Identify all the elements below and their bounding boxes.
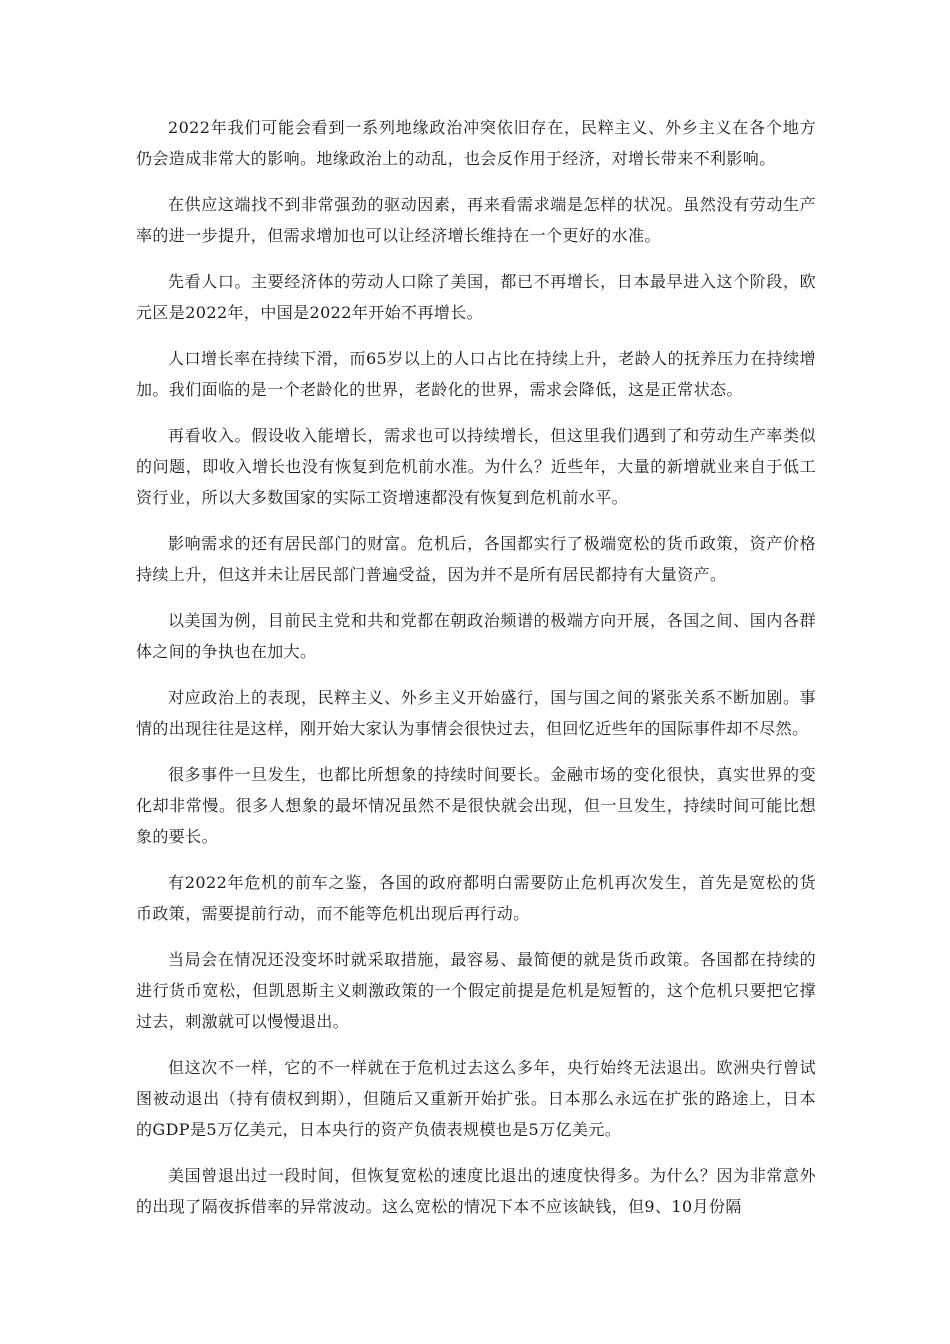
paragraph-12: 但这次不一样，它的不一样就在于危机过去这么多年，央行始终无法退出。欧洲央行曾试图被动退出（持有债权到期），但随后又重新开始扩张。日本那么永远在扩张的路途上，日本的GDP是5万亿美元，日本央行的资产负债表规模也是5万亿美元。 — [136, 1058, 816, 1139]
paragraph-5: 再看收入。假设收入能增长，需求也可以持续增长，但这里我们遇到了和劳动生产率类似的问题，即收入增长也没有恢复到危机前水准。为什么？近些年，大量的新增就业来自于低工资行业，所以大多数国家的实际工资增速都没有恢复到危机前水平。 — [136, 426, 816, 507]
paragraph-8: 对应政治上的表现，民粹主义、外乡主义开始盛行，国与国之间的紧张关系不断加剧。事情的出现往往是这样，刚开始大家认为事情会很快过去，但回忆近些年的国际事件却不尽然。 — [136, 688, 816, 738]
paragraph-9: 很多事件一旦发生，也都比所想象的持续时间要长。金融市场的变化很快，真实世界的变化却非常慢。很多人想象的最坏情况虽然不是很快就会出现，但一旦发生，持续时间可能比想象的要长。 — [136, 765, 816, 846]
paragraph-6: 影响需求的还有居民部门的财富。危机后，各国都实行了极端宽松的货币政策，资产价格持续上升，但这并未让居民部门普遍受益，因为并不是所有居民都持有大量资产。 — [136, 534, 816, 584]
paragraph-4: 人口增长率在持续下滑，而65岁以上的人口占比在持续上升，老龄人的抚养压力在持续增加。我们面临的是一个老龄化的世界，老龄化的世界，需求会降低，这是正常状态。 — [136, 349, 816, 399]
paragraph-10: 有2022年危机的前车之鉴，各国的政府都明白需要防止危机再次发生，首先是宽松的货币政策，需要提前行动，而不能等危机出现后再行动。 — [136, 873, 816, 923]
paragraph-2: 在供应这端找不到非常强劲的驱动因素，再来看需求端是怎样的状况。虽然没有劳动生产率的进一步提升，但需求增加也可以让经济增长维持在一个更好的水准。 — [136, 195, 816, 245]
paragraph-7: 以美国为例，目前民主党和共和党都在朝政治频谱的极端方向开展，各国之间、国内各群体之间的争执也在加大。 — [136, 611, 816, 661]
paragraph-3: 先看人口。主要经济体的劳动人口除了美国，都已不再增长，日本最早进入这个阶段，欧元区是2022年，中国是2022年开始不再增长。 — [136, 272, 816, 322]
paragraph-1: 2022年我们可能会看到一系列地缘政治冲突依旧存在，民粹主义、外乡主义在各个地方仍会造成非常大的影响。地缘政治上的动乱，也会反作用于经济，对增长带来不利影响。 — [136, 118, 816, 168]
document-body — [136, 112, 816, 1237]
paragraph-13: 美国曾退出过一段时间，但恢复宽松的速度比退出的速度快得多。为什么？因为非常意外的出现了隔夜拆借率的异常波动。这么宽松的情况下本不应该缺钱，但9、10月份隔 — [136, 1166, 816, 1216]
paragraph-11: 当局会在情况还没变坏时就采取措施，最容易、最简便的就是货币政策。各国都在持续的进行货币宽松，但凯恩斯主义刺激政策的一个假定前提是危机是短暂的，这个危机只要把它撑过去，刺激就可以慢慢退出。 — [136, 950, 816, 1031]
